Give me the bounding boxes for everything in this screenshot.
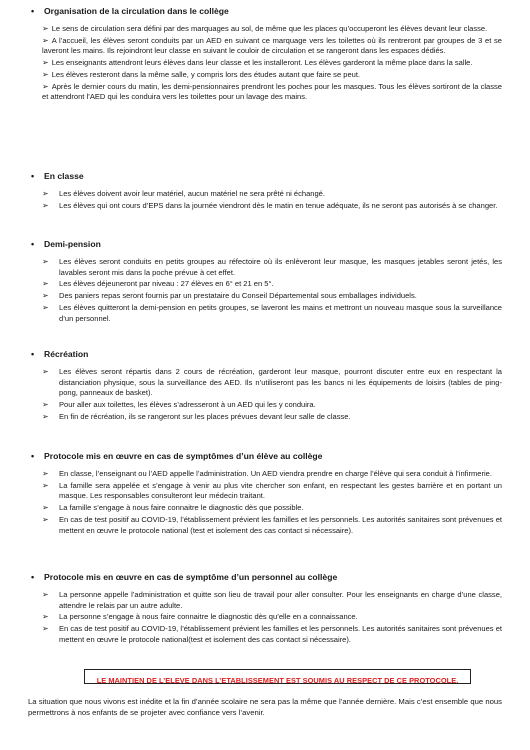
- bullet-dot-icon: •: [31, 349, 35, 359]
- section-title-text: Protocole mis en œuvre en cas de symptôme d’un personnel au collège: [44, 572, 338, 582]
- bullet-dot-icon: •: [31, 239, 35, 249]
- section-title-text: En classe: [44, 171, 84, 181]
- list-item-text: Les élèves seront conduits en petits groupes au réfectoire où ils enlèveront leur masque, les masques jetables seront jetés, les lavables seront mis dans la poche prévue à cet effet.: [59, 257, 502, 277]
- list-item: [28, 503, 504, 514]
- list-item-text: Les élèves déjeuneront par niveau : 27 élèves en 6° et 21 en 5°.: [59, 279, 274, 289]
- list-item: [28, 189, 504, 200]
- list-item: [28, 291, 504, 302]
- section-demi-pension: [28, 239, 504, 325]
- arrow-bullet-icon: ➢: [42, 257, 49, 266]
- arrow-bullet-icon: ➢: [42, 503, 49, 513]
- arrow-bullet-icon: ➢: [42, 81, 49, 91]
- section-protocole-personnel: [28, 572, 504, 647]
- arrow-bullet-icon: ➢: [42, 24, 49, 33]
- list-item-text: Les enseignants attendront leurs élèves dans leur classe et les installeront. Les élèves garderont la même place dans la salle.: [51, 58, 473, 68]
- list-item: [28, 257, 504, 278]
- list-item: [28, 36, 504, 57]
- list-item-text: Le sens de circulation sera défini par des marquages au sol, de même que les places qu’occuperont les élèves devant leur classe.: [51, 24, 488, 33]
- bullet-dot-icon: •: [31, 6, 35, 16]
- list-item-text: Pour aller aux toilettes, les élèves s’adresseront à un AED qui les y conduira.: [59, 400, 316, 410]
- list-item-text: La personne s’engage à nous faire connaitre le diagnostic dès qu’elle en a connaissance.: [59, 612, 358, 622]
- list-item-text: En cas de test positif au COVID-19, l’établissement prévient les familles et les personnels. Les autorités sanitaires sont prévenues et mettent en œuvre le protocole national (test et isolement des cas contact si nécessaire).: [59, 514, 502, 535]
- protocol-notice-text: LE MAINTIEN DE L’ELEVE DANS L’ETABLISSEMENT EST SOUMIS AU RESPECT DE CE PROTOCOLE.: [96, 676, 459, 685]
- list-item: [28, 24, 504, 35]
- arrow-bullet-icon: ➢: [42, 480, 49, 490]
- section-title-text: Organisation de la circulation dans le collège: [44, 6, 229, 16]
- section-recreation: [28, 349, 504, 424]
- arrow-bullet-icon: ➢: [42, 411, 49, 421]
- list-item: [28, 367, 504, 399]
- list-item-text: La personne appelle l’administration et quitte son lieu de travail pour aller consulter. Pour les enseignants en charge d’une classe, attendre le relais par un autre adulte.: [59, 590, 502, 610]
- arrow-bullet-icon: ➢: [42, 69, 49, 79]
- list-item: [28, 412, 504, 423]
- list-item: [28, 481, 504, 502]
- section-title: [28, 239, 504, 250]
- section-title-text: Demi-pension: [44, 239, 101, 249]
- list-item: [28, 469, 504, 480]
- section-title-text: Récréation: [44, 349, 89, 359]
- arrow-bullet-icon: ➢: [42, 469, 49, 478]
- list-item: [28, 303, 504, 324]
- bullet-dot-icon: •: [31, 572, 35, 582]
- list-item: [28, 612, 504, 623]
- closing-paragraph: La situation que nous vivons est inédite et la fin d’année scolaire ne sera pas la même que l’année dernière. Mais c’est ensemble que nous permettrons à nos enfants de se projeter avec confiance vers l’avenir.: [28, 697, 502, 717]
- arrow-bullet-icon: ➢: [42, 624, 49, 634]
- bullet-dot-icon: •: [31, 171, 35, 181]
- protocol-notice-box: [84, 669, 471, 684]
- section-protocole-eleve: [28, 451, 504, 537]
- arrow-bullet-icon: ➢: [42, 291, 49, 301]
- list-item: [28, 201, 504, 212]
- list-item-text: En classe, l’enseignant ou l’AED appelle l’administration. Un AED viendra prendre en charge l’élève qui sera conduit à l’infirmerie.: [59, 469, 492, 478]
- arrow-bullet-icon: ➢: [42, 514, 49, 524]
- list-item: [28, 590, 504, 611]
- arrow-bullet-icon: ➢: [42, 279, 49, 289]
- arrow-bullet-icon: ➢: [42, 590, 49, 599]
- section-title: [28, 349, 504, 360]
- arrow-bullet-icon: ➢: [42, 189, 49, 198]
- list-item-text: En fin de récréation, ils se rangeront sur les places prévues devant leur salle de classe.: [59, 411, 351, 421]
- list-item-text: Les élèves quitteront la demi-pension en petits groupes, se laveront les mains et mettront un nouveau masque sous la surveillance d’un personnel.: [59, 302, 502, 323]
- arrow-bullet-icon: ➢: [42, 612, 49, 622]
- arrow-bullet-icon: ➢: [42, 35, 49, 45]
- arrow-bullet-icon: ➢: [42, 200, 49, 210]
- section-title: [28, 171, 504, 182]
- list-item-text: Après le dernier cours du matin, les demi-pensionnaires prendront les poches pour les masques. Tous les élèves sortiront de la classe et attendront l’AED qui les conduira vers les toilettes pour un lavage des mains.: [42, 81, 502, 102]
- list-item: [28, 400, 504, 411]
- list-item-text: En cas de test positif au COVID-19, l’établissement prévient les familles et les personnels. Les autorités sanitaires sont prévenues et mettent en œuvre le protocole national(test et isolement des cas contact si nécessaire).: [59, 624, 502, 644]
- bullet-dot-icon: •: [31, 451, 35, 461]
- list-item: [28, 624, 504, 645]
- list-item-text: A l’accueil, les élèves seront conduits par un AED en suivant ce marquage vers les toilettes où ils rentreront par groupes de 3 et se laveront les mains. Ils rejoindront leur classe en suivant le couloir de circulation et se rangeront dans les espaces dédiés.: [42, 35, 502, 56]
- list-item-text: Les élèves seront répartis dans 2 cours de récréation, garderont leur masque, pourront discuter entre eux en respectant la distanciation physique, sous la surveillance des AED. Ils n’utiliseront pas les bancs ni les équipements de loisirs (tables de ping-pong, panneaux de basket).: [59, 367, 502, 398]
- list-item: [28, 58, 504, 69]
- section-title: [28, 6, 504, 17]
- arrow-bullet-icon: ➢: [42, 302, 49, 312]
- arrow-bullet-icon: ➢: [42, 58, 49, 68]
- section-title: [28, 572, 504, 583]
- section-en-classe: [28, 171, 504, 212]
- list-item: [28, 279, 504, 290]
- list-item-text: La famille s’engage à nous faire connaitre le diagnostic dès que possible.: [59, 503, 304, 513]
- list-item-text: La famille sera appelée et s’engage à venir au plus vite chercher son enfant, en respectant les gestes barrière et en portant un masque. Les responsables consulteront leur médecin traitant.: [59, 480, 502, 501]
- section-title-text: Protocole mis en œuvre en cas de symptômes d’un élève au collège: [44, 451, 323, 461]
- list-item: [28, 515, 504, 536]
- list-item-text: Les élèves doivent avoir leur matériel, aucun matériel ne sera prêté ni échangé.: [59, 189, 325, 198]
- arrow-bullet-icon: ➢: [42, 367, 49, 376]
- list-item: [28, 82, 504, 103]
- list-item: [28, 70, 504, 81]
- section-title: [28, 451, 504, 462]
- list-item-text: Les élèves qui ont cours d’EPS dans la journée viendront dès le matin en tenue adéquate, ils ne seront pas autorisés à se changer.: [59, 200, 498, 210]
- list-item-text: Les élèves resteront dans la même salle, y compris lors des études autant que faire se peut.: [51, 69, 361, 79]
- list-item-text: Des paniers repas seront fournis par un prestataire du Conseil Départemental sous emballages individuels.: [59, 291, 417, 301]
- section-circulation: [28, 6, 504, 104]
- arrow-bullet-icon: ➢: [42, 400, 49, 410]
